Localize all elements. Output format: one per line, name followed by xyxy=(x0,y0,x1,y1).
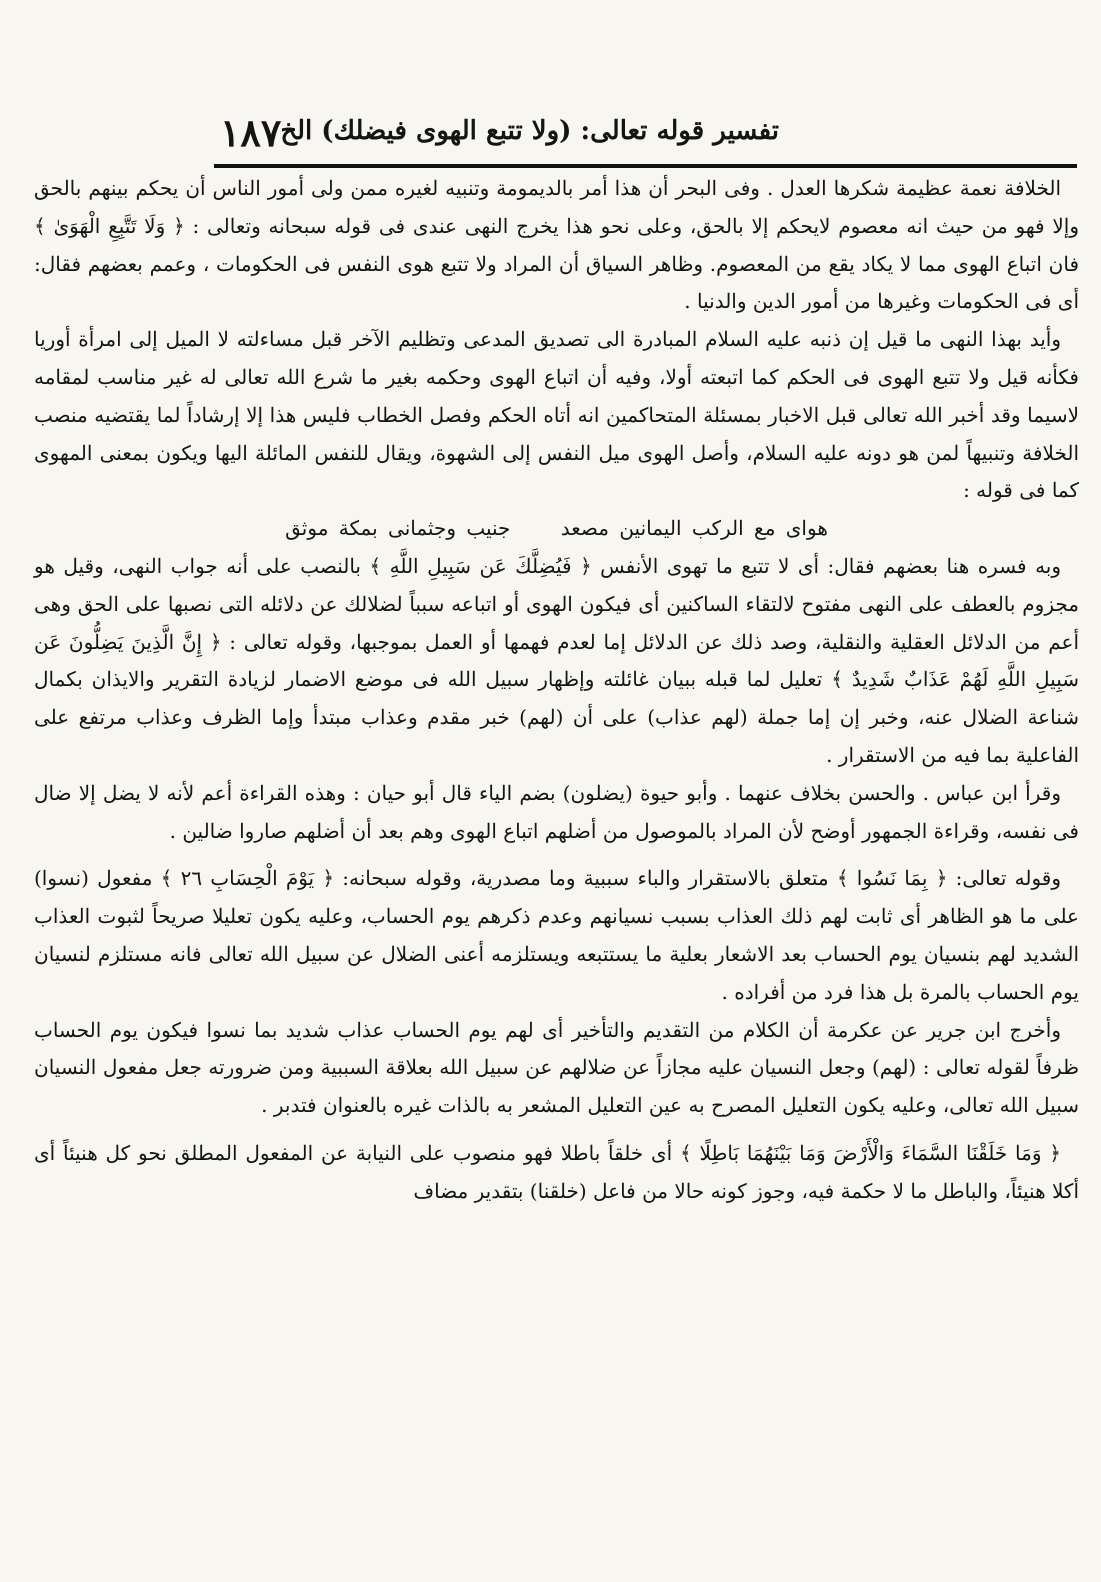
header-rule xyxy=(214,164,1077,168)
text-line: النهى، وقيل هو مجزوم بالعطف على النهى مفتوح لالتقاء الساكنين أى فيكون الهوى أو اتباعه سبباً لضلالك xyxy=(34,553,1080,616)
text-line: الخطاب فليس هذا إلا إرشاداً لما يقتضيه منصب الخلافة وتنبيهاً لمن هو دونه عليه السلام، وأصل الهوى ميل xyxy=(34,402,1080,465)
verse-second-hemistich: جنيب وجثمانى بمكة موثق xyxy=(285,516,511,541)
text-line: المطلق نحو كل هنيئاً أى أكلا هنيئاً، والباطل ما لا حكمة فيه، وجوز كونه حالا من فاعل (خلقنا) بتقدير مضاف xyxy=(34,1140,1079,1203)
text-line: وإظهار سبيل الله فى موضع الاضمار لزيادة التقرير والايذان بكمال شناعة الضلال عنه، وخبر إن إما جملة xyxy=(34,667,1080,730)
text-line: وأخرج ابن جرير عن عكرمة أن الكلام من التقديم والتأخير أى لهم يوم الحساب عذاب شديد بما نسوا xyxy=(206,1017,1061,1042)
text-line: النفس إلى الشهوة، ويقال للنفس المائلة اليها ويكون بمعنى المهوى كما فى قوله : xyxy=(34,440,1079,503)
text-line: عن دلائله التى نصبها على الحق وهى أعم من الدلائل العقلية والنقلية، وصد ذلك عن الدلائل إما لعدم فهمها أو xyxy=(34,591,1080,654)
paragraph xyxy=(34,775,1079,851)
text-line: مفعول (نسوا) على ما هو الظاهر أى ثابت لهم ذلك العذاب بسبب نسيانهم وعدم ذكرهم يوم الحساب، وعليه xyxy=(34,866,1079,929)
text-line: ﴿ وَمَا خَلَقْنَا السَّمَاءَ وَالْأَرْضَ وَمَا بَيْنَهُمَا بَاطِلًا ﴾ أى خلقاً باطلا فهو منصوب على النيابة عن المفعول xyxy=(245,1140,1061,1165)
text-line: يحكم بينهم بالحق وإلا فهو من حيث انه معصوم لايحكم إلا بالحق، وعلى نحو هذا يخرج النهى عندى فى قوله xyxy=(34,176,1080,238)
text-line: ومن ضرورته جعل مفعول النسيان سبيل الله تعالى، وعليه يكون التعليل المصرح به عين التعليل المشعر به xyxy=(34,1055,1079,1118)
text-block-1 xyxy=(34,170,1079,510)
text-line: وأيد بهذا النهى ما قيل إن ذنبه عليه السلام المبادرة الى تصديق المدعى وتظليم الآخر قبل مساءلته لا الميل إلى xyxy=(129,327,1062,352)
main-text xyxy=(34,170,1079,1211)
page-header xyxy=(34,108,1079,170)
text-line: الخلافة نعمة عظيمة شكرها العدل . وفى البحر أن هذا أمر بالديمومة وتنبيه لغيره ممن ولى أمور الناس أن xyxy=(185,176,1062,200)
text-line: لأنه لا يضل إلا ضال فى نفسه، وقراءة الجمهور أوضح لأن المراد بالموصول من أضلهم اتباع الهوى وهم بعد xyxy=(34,780,1079,843)
paragraph xyxy=(34,548,1079,775)
paragraph xyxy=(34,1135,1079,1211)
paragraph xyxy=(34,860,1079,1011)
paragraph xyxy=(34,170,1079,321)
text-block-2 xyxy=(34,548,1079,1211)
text-line: بالذات غيره بالعنوان فتدبر . xyxy=(261,1093,491,1118)
text-line: أعنى الضلال عن سبيل الله تعالى فانه مستلزم لنسيان يوم الحساب بالمرة بل هذا فرد من أفراده . xyxy=(34,941,1079,1004)
verse-first-hemistich: هواى مع الركب اليمانين مصعد xyxy=(560,516,828,541)
paragraph xyxy=(34,321,1079,510)
text-line: سبحانه وتعالى : ﴿ وَلَا تَتَّبِعِ الْهَوَىٰ ﴾ فان اتباع الهوى مما لا يكاد يقع من المعصوم. وظاهر السياق أن المراد xyxy=(34,213,1080,276)
text-line: يكون تعليلا صريحاً لثبوت العذاب الشديد لهم بنسيان يوم الحساب بعد الاشعار بعلية ما يستتبعه ويستلزمه xyxy=(34,904,1080,966)
text-line: فيكون يوم الحساب ظرفاً لقوله تعالى : (لهم) وجعل النسيان عليه مجازاً عن ضلالهم عن سبيل الله بعلاقة السببية xyxy=(34,1017,1079,1080)
text-line: وبه فسره هنا بعضهم فقال: أى لا تتبع ما تهوى الأنفس ﴿ فَيُضِلَّكَ عَن سَبِيلِ اللَّهِ ﴾ بالنصب على أنه جواب xyxy=(170,553,1062,578)
text-line: وقرأ ابن عباس . والحسن بخلاف عنهما . وأبو حيوة (يضلون) بضم الياء قال أبو حيان : وهذه القراءة أعم xyxy=(201,780,1061,805)
poetry-verse xyxy=(34,510,1079,548)
text-line: ولا تتبع هوى النفس فى الحكومات ، وعمم بعضهم فقال: أى فى الحكومات وغيرها من أمور الدين والدنيا . xyxy=(34,251,1079,314)
text-line: تعالى له غير مناسب لمقامه لاسيما وقد أخبر الله تعالى قبل الاخبار بمسئلة المتحاكمين انه أتاه الحكم وفصل xyxy=(34,364,1080,427)
text-line: العمل بموجبها، وقوله تعالى : ﴿ إِنَّ الَّذِينَ يَضِلُّونَ عَن سَبِيلِ اللَّهِ لَهُمْ عَذَابٌ شَدِيدٌ ﴾ تعليل لما قبله ببيان غائلته xyxy=(34,629,1080,692)
text-line: وقوله تعالى: ﴿ بِمَا نَسُوا ﴾ متعلق بالاستقرار والباء سببية وما مصدرية، وقوله سبحانه: ﴿ يَوْمَ الْحِسَابِ ٢٦ ﴾ xyxy=(160,866,1062,891)
text-line: امرأة أوريا فكأنه قيل ولا تتبع الهوى فى الحكم كما اتبعته أولا، وفيه أن اتباع الهوى وحكمه بغير ما شرع الله xyxy=(34,327,1079,389)
paragraph xyxy=(34,1012,1079,1125)
text-line: أن أضلهم صاروا ضالين . xyxy=(169,818,372,843)
text-line: (لهم عذاب) على أن (لهم) خبر مقدم وعذاب مبتدأ وإما الظرف وعذاب مرتفع على الفاعلية بما فيه من الاستقرار . xyxy=(34,705,1079,767)
page-number: ١٨٧ xyxy=(220,110,282,155)
running-title: تفسير قوله تعالى: (ولا تتبع الهوى فيضلك) الخ xyxy=(280,116,779,146)
